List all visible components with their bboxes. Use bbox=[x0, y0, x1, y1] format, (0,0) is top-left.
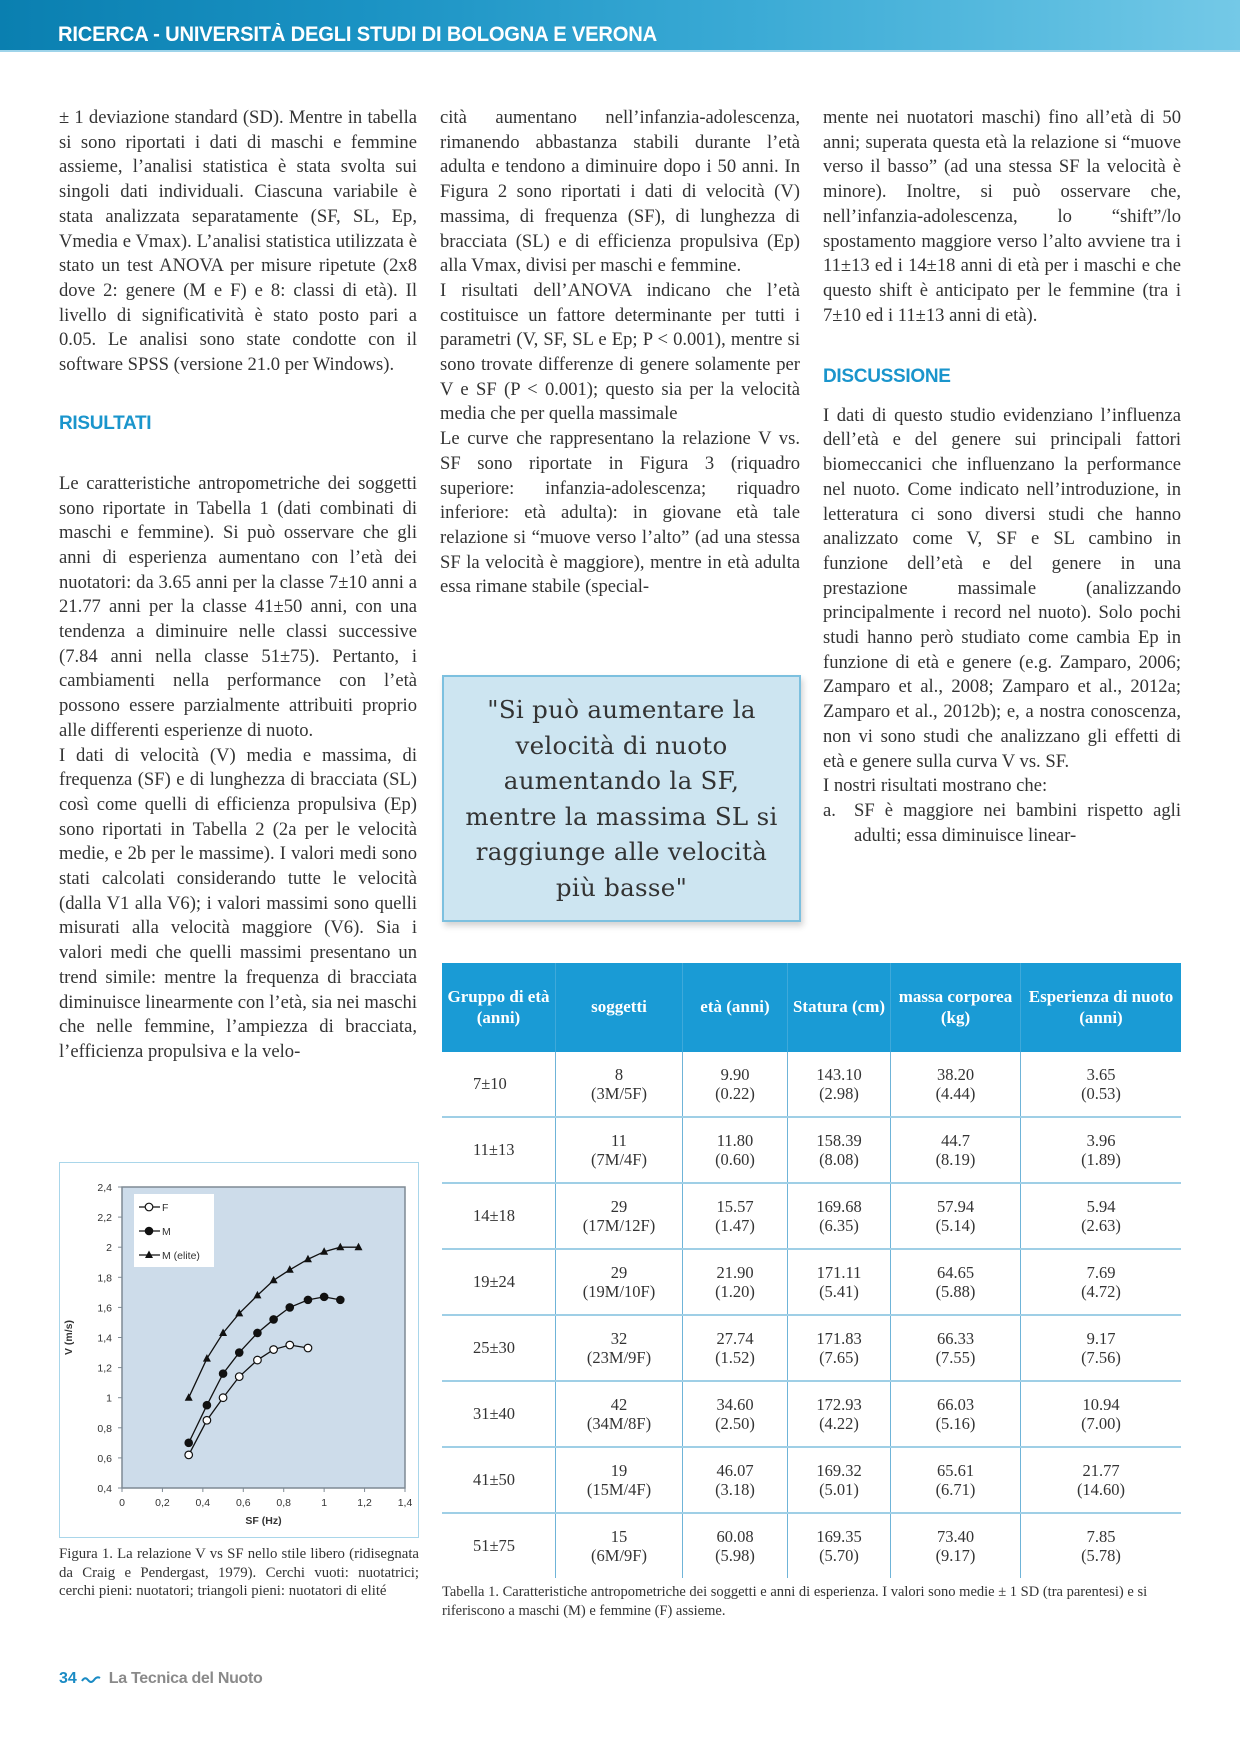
body-mass-value: 64.65 bbox=[936, 1262, 975, 1282]
body-mass-sd: (6.71) bbox=[935, 1480, 976, 1499]
subjects-sd: (19M/10F) bbox=[582, 1282, 656, 1301]
subjects-value: 32 bbox=[610, 1328, 628, 1348]
v-vs-sf-line-chart bbox=[60, 1163, 418, 1537]
height-cell bbox=[788, 1249, 891, 1315]
height-cell bbox=[788, 1117, 891, 1183]
y-tick-label: 1,8 bbox=[97, 1272, 112, 1285]
age-value: 27.74 bbox=[716, 1328, 754, 1348]
col-header-height: Statura (cm) bbox=[788, 963, 891, 1052]
subjects-value: 29 bbox=[610, 1196, 628, 1216]
age-sd: (1.47) bbox=[715, 1216, 755, 1235]
x-tick-label: 1,4 bbox=[397, 1497, 413, 1509]
height-value: 171.83 bbox=[816, 1328, 862, 1348]
subjects-sd: (3M/5F) bbox=[591, 1084, 647, 1103]
results-paragraph-curves: Le curve che rappresentano la relazione V vs. SF sono riportate in Figura 3 (riquadro superiore: infanzia-adolescenza; riquadro inferiore: età adulta): in giovane età tale relazione si “muove verso l’alto” (ad una stessa SF la velocità è maggiore), mentre in età adulta essa rimane stabile (special- bbox=[440, 428, 800, 598]
body-mass-cell bbox=[891, 1249, 1021, 1315]
age-value: 15.57 bbox=[716, 1196, 754, 1216]
discussion-paragraph-2: I nostri risultati mostrano che: bbox=[823, 775, 1048, 797]
results-paragraph-1: Le caratteristiche antropometriche dei soggetti sono riportate in Tabella 1 (dati combinati di maschi e femmine). Si può osservare che gli anni di esperienza aumentano con l’età dei nuotatori: da 3.65 anni per la classe 7±10 anni a 21.77 anni per la classe 41±50 anni, con una tendenza a diminuire nelle classi successive (7.84 anni nella classe 51±75). Pertanto, i cambiamenti nella performance con l’età possono essere parzialmente attribuiti proprio alle differenti esperienze di nuoto. bbox=[59, 472, 417, 741]
y-tick-label: 0,8 bbox=[97, 1422, 112, 1435]
subjects-cell bbox=[556, 1381, 683, 1447]
table-row bbox=[442, 1381, 1181, 1447]
height-value: 169.68 bbox=[816, 1196, 862, 1216]
age-cell bbox=[683, 1381, 788, 1447]
height-value: 172.93 bbox=[816, 1394, 862, 1414]
age-cell bbox=[683, 1249, 788, 1315]
body-mass-cell bbox=[891, 1183, 1021, 1249]
age-group-value: 51±75 bbox=[473, 1536, 516, 1556]
anthropometric-table bbox=[442, 963, 1181, 1578]
height-sd: (2.98) bbox=[819, 1084, 859, 1103]
body-mass-cell bbox=[891, 1315, 1021, 1381]
body-mass-cell bbox=[891, 1381, 1021, 1447]
experience-cell bbox=[1021, 1513, 1182, 1578]
body-mass-value: 44.7 bbox=[941, 1130, 970, 1150]
y-tick-label: 1,2 bbox=[97, 1362, 112, 1375]
subjects-cell bbox=[556, 1183, 683, 1249]
height-cell bbox=[788, 1315, 891, 1381]
height-value: 169.32 bbox=[816, 1460, 862, 1480]
heading-risultati: RISULTATI bbox=[59, 413, 152, 435]
body-mass-cell bbox=[891, 1117, 1021, 1183]
y-tick-label: 1,6 bbox=[97, 1302, 112, 1315]
discussion-paragraph-1: I dati di questo studio evidenziano l’influenza dell’età e del genere sui principali fattori biomeccanici che influenzano la performance nel nuoto. Come indicato nell’introduzione, in letteratura ci sono diversi studi che hanno analizzato come V, SF e SL cambino in funzione dell’età e del genere in una prestazione massimale (analizzando principalmente i record nel nuoto). Solo pochi studi hanno però studiato come cambia Ep in funzione di età e genere (e.g. Zamparo, 2006; Zamparo et al., 2008; Zamparo et al., 2012a; Zamparo et al., 2012b); e, a nostra conoscenza, non vi sono studi che analizzano gli effetti di età e genere sulla curva V vs. SF. bbox=[823, 404, 1181, 772]
subjects-cell bbox=[556, 1315, 683, 1381]
figure-1-chart bbox=[59, 1162, 419, 1538]
x-tick-label: 1 bbox=[321, 1497, 328, 1509]
experience-sd: (2.63) bbox=[1081, 1216, 1121, 1235]
body-mass-value: 57.94 bbox=[936, 1196, 975, 1216]
table-row bbox=[442, 1249, 1181, 1315]
height-sd: (5.01) bbox=[819, 1480, 859, 1499]
age-sd: (1.52) bbox=[715, 1348, 755, 1367]
x-axis-label: SF (Hz) bbox=[245, 1515, 282, 1527]
age-group-value: 11±13 bbox=[473, 1140, 515, 1160]
age-group-cell bbox=[442, 1183, 556, 1249]
height-cell bbox=[788, 1447, 891, 1513]
y-tick-label: 0,4 bbox=[97, 1483, 112, 1495]
experience-cell bbox=[1021, 1447, 1182, 1513]
column-2 bbox=[440, 106, 800, 600]
height-value: 143.10 bbox=[816, 1064, 862, 1084]
body-mass-value: 66.33 bbox=[936, 1328, 975, 1348]
age-cell bbox=[683, 1183, 788, 1249]
legend-label: M (elite) bbox=[162, 1250, 200, 1262]
age-group-cell bbox=[442, 1315, 556, 1381]
column-3 bbox=[823, 106, 1181, 848]
subjects-value: 15 bbox=[610, 1526, 628, 1546]
height-sd: (5.70) bbox=[819, 1546, 859, 1565]
height-cell bbox=[788, 1052, 891, 1117]
age-cell bbox=[683, 1447, 788, 1513]
height-cell bbox=[788, 1381, 891, 1447]
x-tick-label: 0,2 bbox=[155, 1497, 170, 1509]
age-group-cell bbox=[442, 1117, 556, 1183]
figure-1-caption: Figura 1. La relazione V vs SF nello stile libero (ridisegnata da Craig e Pendergast, 1979). Cerchi vuoti: nuotatrici; cerchi pieni: nuotatori; triangoli pieni: nuotatori di elité bbox=[59, 1546, 419, 1600]
subjects-value: 42 bbox=[610, 1394, 628, 1414]
age-group-cell bbox=[442, 1381, 556, 1447]
results-paragraph-2: I dati di velocità (V) media e massima, di frequenza (SF) e di lunghezza di bracciata (SL) così come quelli di efficienza propulsiva (Ep) sono riportati in Tabella 2 (2a per le velocità medie, e 2b per le massime). I valori medi sono stati calcolati considerando tutte le velocità (dalla V1 alla V6); i valori massimi sono quelli misurati alla velocità maggiore (V6). Sia i valori medi che quelli massimi presentano un trend simile: mentre la frequenza di bracciata diminuisce linearmente con l’età, sia nei maschi che nelle femmine, l’ampiezza di bracciata, l’efficienza propulsiva e la velo- bbox=[59, 744, 417, 1062]
body-mass-sd: (8.19) bbox=[935, 1150, 976, 1169]
subjects-sd: (34M/8F) bbox=[586, 1414, 652, 1433]
height-value: 169.35 bbox=[816, 1526, 862, 1546]
age-value: 11.80 bbox=[716, 1130, 754, 1150]
subjects-value: 8 bbox=[614, 1064, 624, 1084]
age-group-value: 41±50 bbox=[473, 1470, 516, 1490]
subjects-value: 29 bbox=[610, 1262, 628, 1282]
table-header-row bbox=[442, 963, 1181, 1052]
subjects-value: 19 bbox=[610, 1460, 628, 1480]
age-value: 21.90 bbox=[716, 1262, 754, 1282]
body-mass-sd: (5.16) bbox=[935, 1414, 976, 1433]
experience-cell bbox=[1021, 1315, 1182, 1381]
magazine-name: La Tecnica del Nuoto bbox=[108, 1670, 263, 1687]
age-sd: (1.20) bbox=[715, 1282, 755, 1301]
col-header-subjects: soggetti bbox=[556, 963, 683, 1052]
age-sd: (3.18) bbox=[715, 1480, 755, 1499]
experience-sd: (1.89) bbox=[1081, 1150, 1121, 1169]
y-tick-label: 2,2 bbox=[97, 1212, 112, 1225]
age-group-value: 25±30 bbox=[473, 1338, 516, 1358]
experience-value: 5.94 bbox=[1086, 1196, 1116, 1216]
y-tick-label: 1 bbox=[106, 1392, 112, 1405]
age-cell bbox=[683, 1513, 788, 1578]
table-1 bbox=[442, 963, 1181, 1578]
age-group-value: 19±24 bbox=[473, 1272, 516, 1292]
subjects-cell bbox=[556, 1052, 683, 1117]
experience-sd: (5.78) bbox=[1081, 1546, 1121, 1565]
height-value: 158.39 bbox=[816, 1130, 862, 1150]
age-sd: (2.50) bbox=[715, 1414, 755, 1433]
age-group-cell bbox=[442, 1513, 556, 1578]
age-cell bbox=[683, 1117, 788, 1183]
y-tick-label: 1,4 bbox=[97, 1332, 112, 1345]
y-axis-label: V (m/s) bbox=[63, 1319, 75, 1356]
table-1-caption: Tabella 1. Caratteristiche antropometriche dei soggetti e anni di esperienza. I valori sono medie ± 1 SD (tra parentesi) e si riferiscono a maschi (M) e femmine (F) assieme. bbox=[442, 1584, 1148, 1619]
experience-value: 3.96 bbox=[1086, 1130, 1116, 1150]
subjects-cell bbox=[556, 1447, 683, 1513]
experience-cell bbox=[1021, 1183, 1182, 1249]
experience-cell bbox=[1021, 1117, 1182, 1183]
x-tick-label: 0,8 bbox=[276, 1497, 292, 1509]
list-marker: a. bbox=[823, 799, 836, 821]
age-cell bbox=[683, 1315, 788, 1381]
body-mass-value: 65.61 bbox=[936, 1460, 975, 1480]
page-footer bbox=[59, 1670, 263, 1688]
y-tick-label: 2 bbox=[106, 1242, 112, 1255]
table-row bbox=[442, 1052, 1181, 1117]
subjects-value: 11 bbox=[611, 1130, 627, 1150]
body-mass-cell bbox=[891, 1052, 1021, 1117]
body-mass-value: 66.03 bbox=[936, 1394, 975, 1414]
age-group-value: 31±40 bbox=[473, 1404, 516, 1424]
table-row bbox=[442, 1117, 1181, 1183]
pull-quote-box bbox=[442, 675, 801, 922]
subjects-cell bbox=[556, 1513, 683, 1578]
subjects-sd: (23M/9F) bbox=[586, 1348, 652, 1367]
age-sd: (5.98) bbox=[715, 1546, 755, 1565]
subjects-sd: (6M/9F) bbox=[591, 1546, 647, 1565]
age-value: 34.60 bbox=[716, 1394, 754, 1414]
body-mass-cell bbox=[891, 1447, 1021, 1513]
y-tick-label: 2,4 bbox=[97, 1182, 112, 1194]
col-header-age-group: Gruppo di età (anni) bbox=[442, 963, 556, 1052]
results-paragraph-3: cità aumentano nell’infanzia-adolescenza, rimanendo abbastanza stabili durante l’età adulta e tendono a diminuire dopo i 50 anni. In Figura 2 sono riportati i dati di velocità (V) massima, di frequenza (SF), di lunghezza di bracciata (SL) e di efficienza propulsiva (Ep) alla Vmax, divisi per maschi e femmine. bbox=[440, 107, 800, 277]
findings-list-item-a bbox=[823, 799, 1181, 848]
table-row bbox=[442, 1513, 1181, 1578]
experience-sd: (0.53) bbox=[1081, 1084, 1121, 1103]
legend-label: F bbox=[162, 1202, 169, 1214]
age-value: 60.08 bbox=[716, 1526, 754, 1546]
subjects-sd: (7M/4F) bbox=[591, 1150, 647, 1169]
experience-value: 21.77 bbox=[1082, 1460, 1120, 1480]
body-mass-sd: (9.17) bbox=[935, 1546, 976, 1565]
age-group-cell bbox=[442, 1052, 556, 1117]
height-sd: (7.65) bbox=[819, 1348, 859, 1367]
age-group-value: 7±10 bbox=[473, 1074, 507, 1094]
col-header-age: età (anni) bbox=[683, 963, 788, 1052]
body-mass-value: 73.40 bbox=[936, 1526, 975, 1546]
body-mass-sd: (4.44) bbox=[935, 1084, 976, 1103]
page-number: 34 bbox=[59, 1670, 77, 1687]
x-tick-label: 0 bbox=[119, 1497, 125, 1509]
age-group-value: 14±18 bbox=[473, 1206, 516, 1226]
column-1 bbox=[59, 106, 417, 1065]
legend-label: M bbox=[162, 1226, 171, 1238]
experience-sd: (7.00) bbox=[1081, 1414, 1121, 1433]
experience-sd: (4.72) bbox=[1081, 1282, 1121, 1301]
age-value: 9.90 bbox=[720, 1064, 750, 1084]
subjects-cell bbox=[556, 1117, 683, 1183]
age-sd: (0.60) bbox=[715, 1150, 755, 1169]
height-sd: (6.35) bbox=[819, 1216, 859, 1235]
body-mass-sd: (7.55) bbox=[935, 1348, 976, 1367]
experience-value: 7.85 bbox=[1086, 1526, 1116, 1546]
experience-value: 9.17 bbox=[1086, 1328, 1116, 1348]
x-tick-label: 0,4 bbox=[195, 1497, 211, 1509]
subjects-sd: (15M/4F) bbox=[586, 1480, 652, 1499]
subjects-sd: (17M/12F) bbox=[582, 1216, 656, 1235]
height-cell bbox=[788, 1183, 891, 1249]
chart-legend bbox=[134, 1194, 214, 1267]
results-paragraph-anova: I risultati dell’ANOVA indicano che l’età costituisce un fattore determinante per tutti i parametri (V, SF, SL e Ep; P < 0.001), mentre si sono trovate differenze di genere solamente per V e SF (P < 0.001); questo sia per la velocità media che per quella massimale bbox=[440, 279, 800, 425]
body-mass-sd: (5.88) bbox=[935, 1282, 976, 1301]
experience-cell bbox=[1021, 1052, 1182, 1117]
experience-value: 3.65 bbox=[1086, 1064, 1116, 1084]
heading-discussione: DISCUSSIONE bbox=[823, 366, 951, 388]
age-cell bbox=[683, 1052, 788, 1117]
experience-cell bbox=[1021, 1381, 1182, 1447]
experience-cell bbox=[1021, 1249, 1182, 1315]
height-sd: (5.41) bbox=[819, 1282, 859, 1301]
pull-quote-text: "Si può aumentare la velocità di nuoto aumentando la SF, mentre la massima SL si raggiunge alle velocità più basse" bbox=[465, 695, 778, 902]
experience-value: 7.69 bbox=[1086, 1262, 1116, 1282]
x-tick-label: 0,6 bbox=[235, 1497, 251, 1509]
height-cell bbox=[788, 1513, 891, 1578]
wave-icon bbox=[81, 1674, 101, 1684]
experience-value: 10.94 bbox=[1082, 1394, 1120, 1414]
age-value: 46.07 bbox=[716, 1460, 754, 1480]
body-mass-cell bbox=[891, 1513, 1021, 1578]
experience-sd: (14.60) bbox=[1076, 1480, 1126, 1499]
body-mass-sd: (5.14) bbox=[935, 1216, 976, 1235]
experience-sd: (7.56) bbox=[1081, 1348, 1121, 1367]
list-item-text: SF è maggiore nei bambini rispetto agli adulti; essa diminuisce linear- bbox=[854, 799, 1181, 846]
col-header-body-mass: massa corporea (kg) bbox=[891, 963, 1021, 1052]
x-tick-label: 1,2 bbox=[357, 1497, 372, 1509]
methods-paragraph-end: ± 1 deviazione standard (SD). Mentre in tabella si sono riportati i dati di maschi e femmine assieme, l’analisi statistica è stata svolta sui singoli dati individuali. Ciascuna variabile è stata analizzata separatamente (SF, SL, Ep, Vmedia e Vmax). L’analisi statistica utilizzata è stato un test ANOVA per misure ripetute (2x8 dove 2: genere (M e F) e 8: classi di età). Il livello di significatività è stato posto pari a 0.05. Le analisi sono state condotte con il software SPSS (versione 21.0 per Windows). bbox=[59, 107, 417, 376]
height-sd: (4.22) bbox=[819, 1414, 859, 1433]
section-header-title: RICERCA - UNIVERSITÀ DEGLI STUDI DI BOLOGNA E VERONA bbox=[58, 23, 657, 46]
height-value: 171.11 bbox=[816, 1262, 862, 1282]
results-paragraph-continued: mente nei nuotatori maschi) fino all’età di 50 anni; superata questa età la relazione si “muove verso il basso” (ad una stessa SF la velocità è minore). Inoltre, si può osservare che, nell’infanzia-adolescenza, lo “shift”/lo spostamento maggiore verso l’alto avviene tra i 11±13 ed i 14±18 anni di età per i maschi e che questo shift è anticipato per le femmine (tra i 7±10 ed i 11±13 anni di età). bbox=[823, 107, 1181, 326]
age-group-cell bbox=[442, 1447, 556, 1513]
body-mass-value: 38.20 bbox=[936, 1064, 975, 1084]
subjects-cell bbox=[556, 1249, 683, 1315]
height-sd: (8.08) bbox=[819, 1150, 859, 1169]
age-group-cell bbox=[442, 1249, 556, 1315]
table-row bbox=[442, 1315, 1181, 1381]
table-row bbox=[442, 1183, 1181, 1249]
y-tick-label: 0,6 bbox=[97, 1452, 112, 1465]
header-band bbox=[0, 0, 1240, 52]
col-header-swim-experience: Esperienza di nuoto (anni) bbox=[1021, 963, 1182, 1052]
age-sd: (0.22) bbox=[715, 1084, 755, 1103]
table-row bbox=[442, 1447, 1181, 1513]
